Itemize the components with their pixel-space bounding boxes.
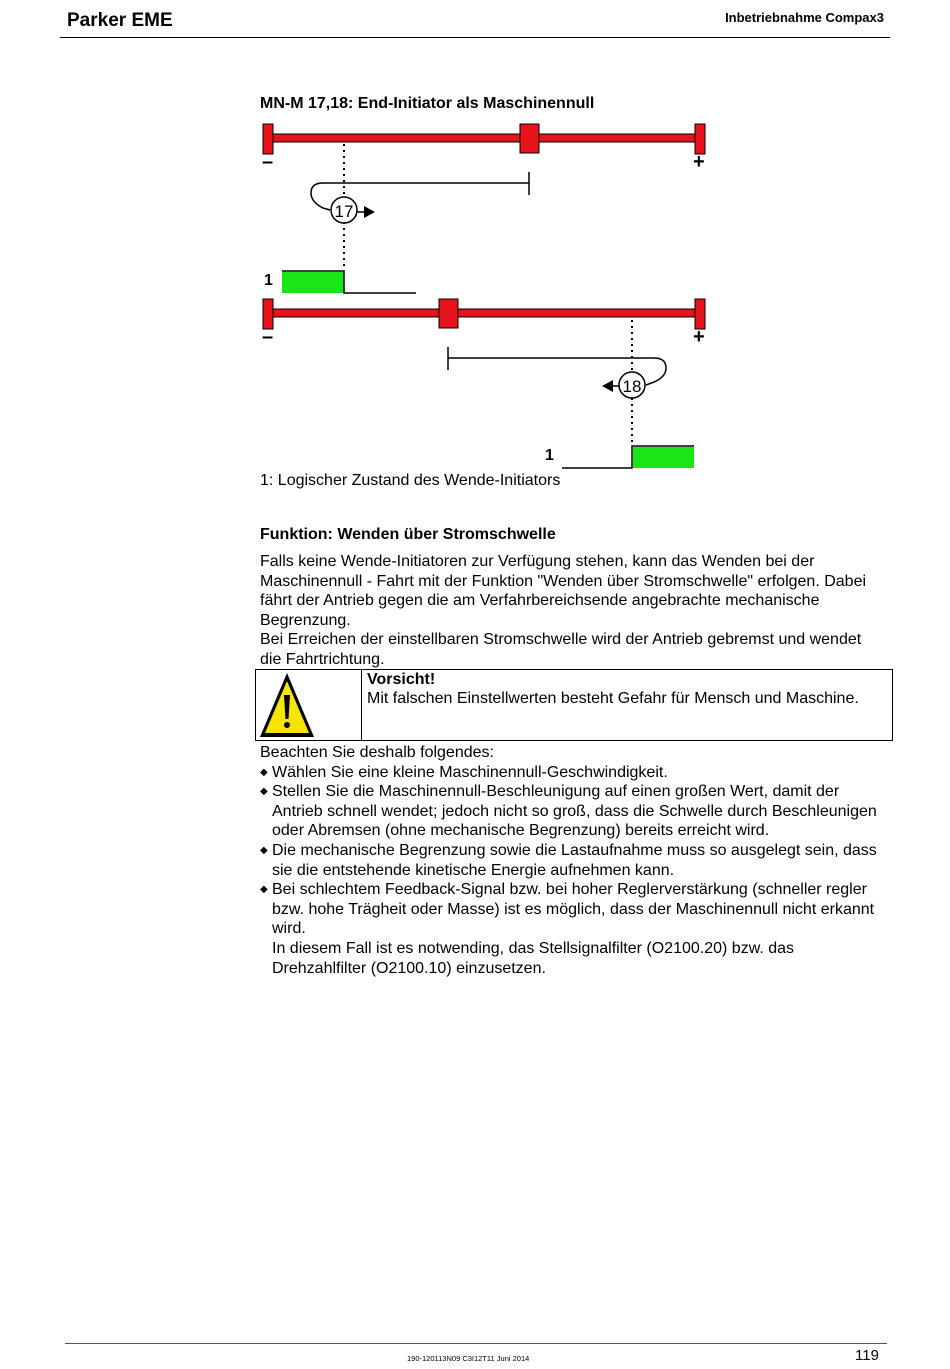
axis-bottom-limit-right: [695, 299, 705, 329]
company-name: Parker EME: [67, 10, 173, 31]
axis-bottom: [262, 299, 705, 468]
diamond-bullet-icon: ◆: [260, 844, 268, 856]
axis-bottom-bar: [268, 309, 702, 317]
function-title: Funktion: Wenden über Stromschwelle: [260, 526, 556, 543]
axis-top-reference: [520, 124, 539, 153]
left-arrow-icon: [602, 380, 613, 392]
list-item-text: In diesem Fall ist es notwending, das Stellsignalfilter (O2100.20) bzw. das Drehzahlfilter (O2100.10) einzusetzen.: [272, 939, 795, 977]
mode-17-label: 17: [334, 202, 354, 221]
signal-top-high: [282, 272, 344, 293]
axis-bottom-limit-left: [263, 299, 273, 329]
list-item-text: Wählen Sie eine kleine Maschinennull-Geschwindigkeit.: [272, 763, 668, 781]
right-arrow-icon: [364, 206, 375, 218]
list-item: [260, 841, 890, 880]
list-item: [260, 782, 890, 841]
mode-18-label: 18: [622, 377, 642, 396]
page-number: 119: [855, 1347, 879, 1364]
axis-bottom-plus-label: +: [693, 326, 705, 348]
list-item-text: Bei schlechtem Feedback-Signal bzw. bei hoher Reglerverstärkung (schneller regler bzw. hohe Trägheit oder Masse) ist es möglich, dass der Maschinennull nicht erkannt wird.: [272, 881, 875, 938]
axis-top-minus-label: –: [262, 151, 274, 173]
diagram-caption: 1: Logischer Zustand des Wende-Initiators: [260, 472, 561, 489]
notes-intro: Beachten Sie deshalb folgendes:: [260, 744, 494, 761]
signal-top-level-label: 1: [264, 272, 273, 289]
function-paragraph: Bei Erreichen der einstellbaren Stromschwelle wird der Antrieb gebremst und wendet die Fahrtrichtung.: [260, 631, 862, 668]
axis-bottom-minus-label: –: [262, 326, 274, 348]
homing-diagram: [0, 0, 950, 500]
function-paragraph: Falls keine Wende-Initiatoren zur Verfügung stehen, kann das Wenden bei der Maschinennull - Fahrt mit der Funktion "Wenden über Stromschwelle" erfolgen. Dabei fährt der Antrieb gegen die am Verfahrbereichsende angebrachte mechanische Begrenzung.: [260, 553, 867, 629]
function-description: [260, 552, 880, 670]
warning-heading: Vorsicht!: [367, 671, 436, 688]
warning-icon-cell: [256, 670, 362, 740]
axis-top-plus-label: +: [693, 151, 705, 173]
signal-bottom-level-label: 1: [545, 447, 554, 464]
axis-top-limit-right: [695, 124, 705, 154]
signal-bottom-high: [633, 447, 694, 468]
diamond-bullet-icon: ◆: [260, 786, 268, 798]
list-item: [260, 763, 890, 783]
axis-top-limit-left: [263, 124, 273, 154]
notes-list: [260, 763, 890, 979]
footer-document-code: 190-120113N09 C3I12T11 Juni 2014: [407, 1354, 530, 1363]
warning-box: [255, 669, 893, 741]
notes-section: [260, 743, 890, 978]
warning-triangle-icon: [256, 670, 361, 740]
footer-rule: [65, 1343, 887, 1344]
diamond-bullet-icon: ◆: [260, 766, 268, 778]
diamond-bullet-icon: ◆: [260, 884, 268, 896]
axis-top-bar: [268, 134, 702, 142]
list-item-text: Stellen Sie die Maschinennull-Beschleunigung auf einen großen Wert, damit der Antrieb schnell wendet; jedoch nicht so groß, dass die Schwelle durch Beschleunigen oder Abremsen (ohne mechanische Begrenzung) bereits erreicht wird.: [272, 783, 877, 840]
list-item-text: Die mechanische Begrenzung sowie die Lastaufnahme muss so ausgelegt sein, dass sie die entstehende kinetische Energie aufnehmen kann.: [272, 841, 877, 879]
axis-bottom-reference: [439, 299, 458, 328]
list-item: [260, 880, 890, 978]
section-title: MN-M 17,18: End-Initiator als Maschinennull: [260, 95, 595, 112]
axis-top: [262, 124, 705, 293]
warning-text: Mit falschen Einstellwerten besteht Gefahr für Mensch und Maschine.: [367, 690, 859, 707]
document-title: Inbetriebnahme Compax3: [725, 10, 884, 25]
